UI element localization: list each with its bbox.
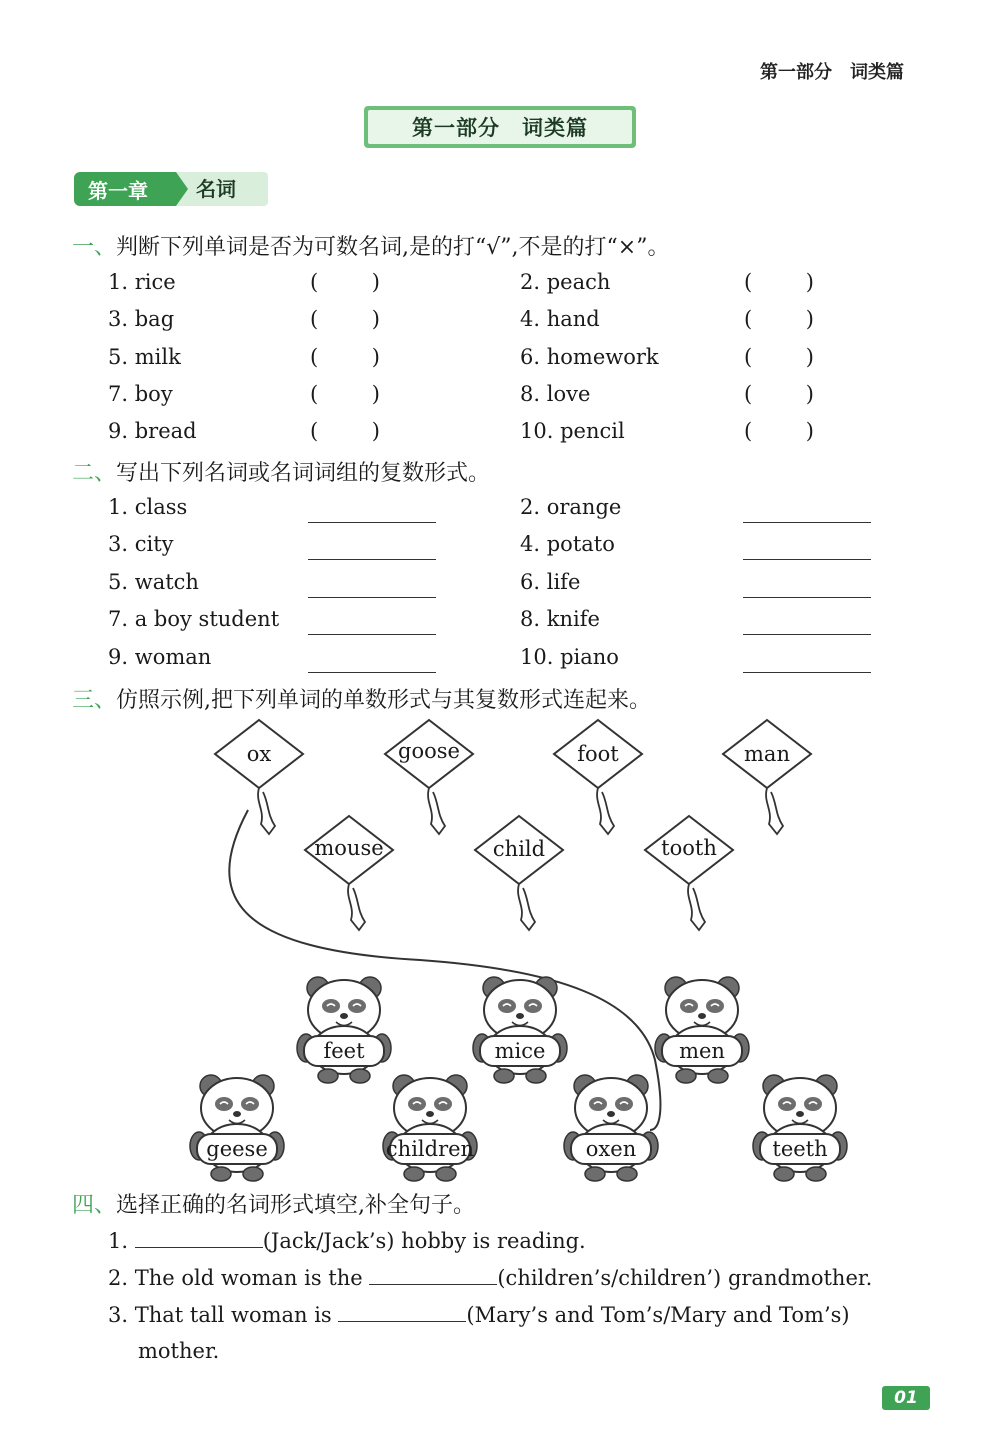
list-item: 8. love (520, 382, 591, 406)
list-item: 9. bread (108, 419, 197, 443)
answer-parentheses[interactable]: ( ) (310, 307, 380, 331)
svg-text:feet: feet (323, 1039, 365, 1063)
answer-parentheses[interactable]: ( ) (744, 307, 814, 331)
list-item: 2. peach (520, 270, 611, 294)
list-item: 10. pencil (520, 419, 625, 443)
kite-goose (385, 720, 473, 834)
list-item: 9. woman (108, 645, 212, 669)
sentence-3: 3. That tall woman is (Mary’s and Tom’s/Mary and Tom’s) (108, 1303, 850, 1327)
answer-parentheses[interactable]: ( ) (744, 419, 814, 443)
sentence-2: 2. The old woman is the (children’s/children’) grandmother. (108, 1266, 873, 1290)
list-item: 10. piano (520, 645, 619, 669)
answer-parentheses[interactable]: ( ) (310, 345, 380, 369)
kite-ox (215, 720, 303, 834)
list-item: 1. rice (108, 270, 176, 294)
panda-men (655, 977, 749, 1083)
page-number: 01 (882, 1386, 930, 1410)
panda-children (383, 1075, 477, 1181)
list-item: 7. boy (108, 382, 173, 406)
answer-parentheses[interactable]: ( ) (310, 382, 380, 406)
list-item: 3. city (108, 532, 174, 556)
svg-text:ox: ox (246, 742, 272, 766)
answer-parentheses[interactable]: ( ) (744, 382, 814, 406)
fill-blank[interactable] (369, 1264, 497, 1285)
svg-text:goose: goose (398, 739, 460, 763)
section1-number: 一、 (72, 235, 117, 260)
list-item: 8. knife (520, 607, 600, 631)
part-title: 第一部分 词类篇 (368, 110, 632, 144)
fill-blank[interactable] (135, 1227, 263, 1248)
section4-number: 四、 (72, 1193, 117, 1218)
answer-parentheses[interactable]: ( ) (744, 345, 814, 369)
panda-oxen (564, 1075, 658, 1181)
answer-parentheses[interactable]: ( ) (310, 270, 380, 294)
panda-feet (297, 977, 391, 1083)
sentence-3-continuation: mother. (138, 1339, 220, 1363)
kite-mouse (305, 816, 393, 930)
list-item: 2. orange (520, 495, 622, 519)
sentence-1: 1. (Jack/Jack’s) hobby is reading. (108, 1229, 586, 1253)
svg-text:teeth: teeth (772, 1137, 828, 1161)
svg-text:man: man (744, 742, 790, 766)
list-item: 5. watch (108, 570, 199, 594)
section3-number: 三、 (72, 688, 117, 713)
panda-mice (473, 977, 567, 1083)
svg-text:mouse: mouse (314, 836, 384, 860)
section3-instruction: 仿照示例,把下列单词的单数形式与其复数形式连起来。 (116, 688, 652, 713)
svg-text:oxen: oxen (585, 1137, 637, 1161)
list-item: 3. bag (108, 307, 175, 331)
svg-text:mice: mice (494, 1039, 546, 1063)
svg-text:foot: foot (577, 742, 619, 766)
kite-child (475, 816, 563, 930)
list-item: 1. class (108, 495, 188, 519)
running-head: 第一部分 词类篇 (760, 62, 904, 83)
list-item: 7. a boy student (108, 607, 280, 631)
svg-text:tooth: tooth (661, 836, 717, 860)
answer-parentheses[interactable]: ( ) (744, 270, 814, 294)
svg-text:children: children (385, 1137, 475, 1161)
svg-text:men: men (679, 1039, 725, 1063)
kite-foot (554, 720, 642, 834)
section1-instruction: 判断下列单词是否为可数名词,是的打“√”,不是的打“×”。 (116, 235, 670, 260)
svg-text:child: child (492, 837, 546, 861)
section2-instruction: 写出下列名词或名词词组的复数形式。 (116, 461, 491, 486)
panda-geese (190, 1075, 284, 1181)
svg-text:geese: geese (206, 1137, 268, 1161)
chapter-tag: 第一章 (74, 172, 176, 206)
list-item: 4. hand (520, 307, 600, 331)
fill-blank[interactable] (338, 1301, 466, 1322)
list-item: 6. life (520, 570, 581, 594)
panda-teeth (753, 1075, 847, 1181)
answer-parentheses[interactable]: ( ) (310, 419, 380, 443)
section4-heading (72, 1188, 475, 1219)
list-item: 5. milk (108, 345, 181, 369)
list-item: 4. potato (520, 532, 615, 556)
list-item: 6. homework (520, 345, 659, 369)
chapter-title: 名词 (196, 177, 236, 201)
kite-tooth (645, 816, 733, 930)
section4-instruction: 选择正确的名词形式填空,补全句子。 (116, 1193, 476, 1218)
section2-number: 二、 (72, 461, 117, 486)
kite-man (723, 720, 811, 834)
